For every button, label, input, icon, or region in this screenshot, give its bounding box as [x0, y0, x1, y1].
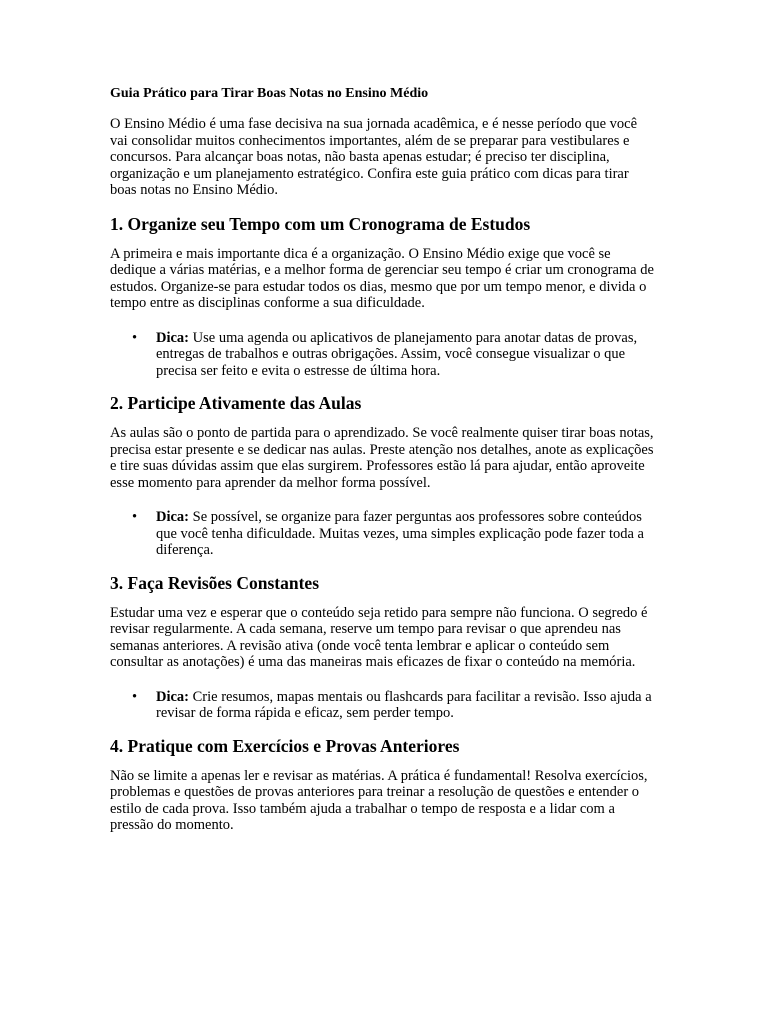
section-1-tip: [132, 329, 658, 380]
section-2-tip: [132, 509, 658, 559]
section-2-body: As aulas são o ponto de partida para o aprendizado. Se você realmente quiser tirar boas notas, precisa estar presente e se dedicar nas aulas. Preste atenção nos detalhes, anote as explicações e tire suas dúvidas assim que elas surgirem. Professores estão lá para ajudar, então aproveite esse momento para aprender da melhor forma possível.: [110, 425, 654, 491]
document-title: Guia Prático para Tirar Boas Notas no Ensino Médio: [110, 86, 429, 101]
tip-text: Se possível, se organize para fazer perguntas aos professores sobre conteúdos que você tenha dificuldade. Muitas vezes, uma simples explicação pode fazer toda a diferença.: [156, 509, 644, 558]
section-3-heading: 3. Faça Revisões Constantes: [110, 572, 320, 593]
section-3-tip: [132, 688, 658, 722]
section-4-body: Não se limite a apenas ler e revisar as matérias. A prática é fundamental! Resolva exercícios, problemas e questões de provas anteriores para treinar a resolução de questões e entender o estilo de cada prova. Isso também ajuda a trabalhar o tempo de resposta e a lidar com a pressão do momento.: [110, 767, 648, 833]
section-1-heading: 1. Organize seu Tempo com um Cronograma de Estudos: [110, 213, 531, 234]
bullet-icon: •: [132, 688, 138, 705]
tip-label: Dica:: [156, 329, 190, 346]
tip-label: Dica:: [156, 509, 190, 525]
tip-text: Crie resumos, mapas mentais ou flashcards para facilitar a revisão. Isso ajuda a revisar de forma rápida e eficaz, sem perder tempo.: [156, 688, 652, 721]
intro-paragraph: O Ensino Médio é uma fase decisiva na sua jornada acadêmica, e é nesse período que você vai consolidar muitos conhecimentos importantes, além de se preparar para vestibulares e concursos. Para alcançar boas notas, não basta apenas estudar; é preciso ter disciplina, organização e um planejamento estratégico. Confira este guia prático com dicas para tirar boas notas no Ensino Médio.: [110, 116, 638, 198]
section-1-body: A primeira e mais importante dica é a organização. O Ensino Médio exige que você se dedique a várias matérias, e a melhor forma de gerenciar seu tempo é criar um cronograma de estudos. Organize-se para estudar todos os dias, mesmo que por um tempo menor, e divida o tempo entre as disciplinas conforme a sua dificuldade.: [110, 245, 654, 311]
section-1-tip-list: [110, 330, 658, 380]
bullet-icon: •: [132, 509, 138, 525]
tip-text: Use uma agenda ou aplicativos de planejamento para anotar datas de provas, entregas de trabalhos e outras obrigações. Assim, você consegue visualizar o que precisa ser feito e evita o estresse de última hora.: [156, 329, 638, 379]
section-4-heading: 4. Pratique com Exercícios e Provas Anteriores: [110, 735, 460, 756]
bullet-icon: •: [132, 329, 138, 346]
section-2-tip-list: [110, 509, 658, 559]
section-3-body: Estudar uma vez e esperar que o conteúdo seja retido para sempre não funciona. O segredo é revisar regularmente. A cada semana, reserve um tempo para revisar o que aprendeu nas semanas anteriores. A revisão ativa (onde você tenta lembrar e aplicar o conteúdo sem consultar as anotações) é uma das maneiras mais eficazes de fixar o conteúdo na memória.: [110, 604, 648, 670]
section-3-tip-list: [110, 689, 658, 722]
document-page: [110, 84, 658, 852]
tip-label: Dica:: [156, 688, 190, 705]
section-2-heading: 2. Participe Ativamente das Aulas: [110, 393, 362, 413]
